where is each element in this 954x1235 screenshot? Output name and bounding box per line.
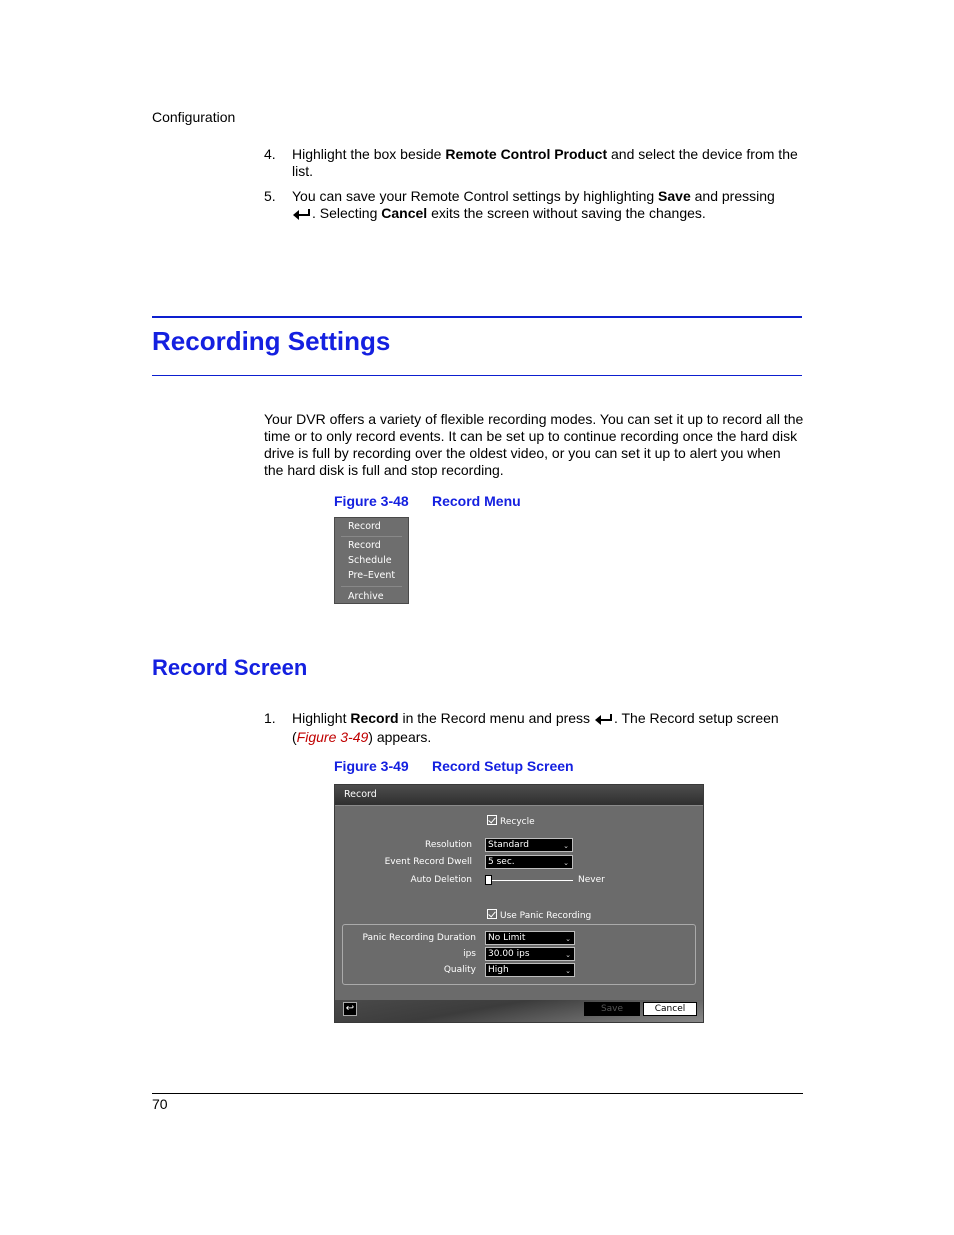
recycle-label: Recycle (500, 817, 535, 827)
checkbox-checked-icon (487, 909, 497, 919)
resolution-label: Resolution (424, 840, 472, 850)
ips-select[interactable] (485, 947, 575, 961)
step-text-part: Highlight the box beside (292, 146, 446, 162)
resolution-select[interactable] (485, 838, 573, 852)
quality-label: Quality (443, 965, 476, 975)
record-menu (334, 517, 409, 604)
step-text (292, 146, 804, 180)
menu-item-archive[interactable]: Archive (348, 591, 384, 602)
section-title: Recording Settings (152, 326, 391, 356)
menu-divider (341, 586, 402, 587)
dropdown-arrow-icon: ⌄ (565, 935, 571, 943)
panic-duration-value: No Limit (488, 933, 526, 943)
dialog-titlebar (335, 785, 703, 806)
menu-item-pre-event[interactable]: Pre–Event (348, 570, 396, 581)
footer-rule (152, 1093, 803, 1094)
step-text-part: exits the screen without saving the changes. (427, 205, 706, 221)
figure-title: Record Setup Screen (432, 758, 574, 774)
dialog-title: Record (344, 789, 377, 800)
step-text-part: ) appears. (368, 729, 432, 745)
step-text (292, 188, 804, 224)
step-number: 1. (264, 710, 276, 726)
menu-divider (341, 536, 402, 537)
use-panic-recording-label: Use Panic Recording (500, 911, 592, 921)
step-bold-term: Save (658, 188, 691, 204)
figure-caption-48 (334, 493, 634, 511)
step-text-part: in the Record menu and press (398, 710, 594, 726)
menu-item-schedule[interactable]: Schedule (348, 555, 392, 566)
enter-key-icon (292, 207, 312, 224)
event-record-dwell-value: 5 sec. (488, 857, 515, 867)
step-text-part: and select the device from the list. (292, 146, 798, 179)
event-record-dwell-select[interactable] (485, 855, 573, 869)
step-text-part: You can save your Remote Control settings by highlighting (292, 188, 659, 204)
quality-value: High (488, 965, 509, 975)
save-button[interactable]: Save (584, 1002, 640, 1016)
recycle-checkbox[interactable] (487, 815, 535, 827)
heading-rule-top (152, 316, 802, 318)
cancel-button[interactable]: Cancel (643, 1002, 697, 1016)
enter-key-icon (594, 712, 614, 729)
dropdown-arrow-icon: ⌄ (565, 951, 571, 959)
checkbox-checked-icon (487, 815, 497, 825)
step-text-part: Highlight (292, 710, 351, 726)
subsection-title: Record Screen (152, 655, 308, 680)
event-record-dwell-label: Event Record Dwell (384, 857, 472, 867)
dropdown-arrow-icon: ⌄ (565, 967, 571, 975)
step-4 (264, 146, 804, 180)
ips-value: 30.00 ips (488, 949, 530, 959)
figure-label: Figure 3-49 (334, 758, 409, 774)
step-1 (264, 710, 804, 746)
resolution-value: Standard (488, 840, 529, 850)
running-header: Configuration (152, 109, 236, 125)
panic-duration-select[interactable] (485, 931, 575, 945)
step-bold-term: Record (350, 710, 399, 726)
page-number: 70 (152, 1096, 168, 1112)
record-setup-screen (334, 784, 704, 1023)
auto-deletion-label: Auto Deletion (410, 875, 472, 885)
dropdown-arrow-icon: ⌄ (563, 859, 569, 867)
intro-paragraph: Your DVR offers a variety of flexible recording modes. You can set it up to record all the time or to only record events. It can be set up to continue recording once the hard disk drive is full by recording over the oldest video, or you can set it up to alert you when the hard disk is full and stop recording. (264, 411, 804, 478)
figure-label: Figure 3-48 (334, 493, 409, 509)
menu-item-record[interactable]: Record (348, 540, 381, 551)
step-number: 5. (264, 188, 276, 204)
auto-deletion-value: Never (578, 875, 605, 885)
figure-caption-49 (334, 758, 634, 776)
step-text-part: . Selecting (312, 205, 382, 221)
step-text (292, 710, 804, 746)
figure-cross-reference[interactable]: Figure 3-49 (296, 729, 369, 745)
step-number: 4. (264, 146, 276, 162)
return-arrow-icon: ↩ (345, 1003, 355, 1014)
back-button[interactable] (343, 1002, 357, 1016)
figure-title: Record Menu (432, 493, 521, 509)
quality-select[interactable] (485, 963, 575, 977)
dropdown-arrow-icon: ⌄ (563, 842, 569, 850)
ips-label: ips (463, 949, 476, 959)
step-bold-term: Remote Control Product (445, 146, 608, 162)
step-text-part: . The Record setup screen ( (292, 710, 779, 745)
use-panic-recording-checkbox[interactable] (487, 909, 591, 921)
step-bold-term: Cancel (381, 205, 428, 221)
menu-title: Record (348, 521, 381, 532)
step-5 (264, 188, 804, 224)
panic-duration-label: Panic Recording Duration (362, 933, 476, 943)
auto-deletion-slider-handle[interactable] (485, 875, 492, 885)
auto-deletion-slider-track[interactable] (487, 880, 573, 881)
heading-rule-bottom (152, 375, 802, 376)
step-text-part: and pressing (690, 188, 775, 204)
